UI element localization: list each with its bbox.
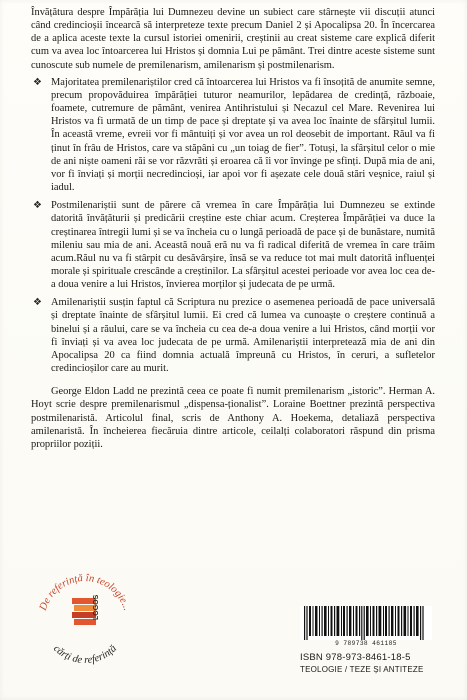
publisher-seal-logo (32, 562, 138, 674)
list-item-premillennialism (31, 76, 435, 194)
back-cover-text (31, 6, 435, 451)
list-item-postmillennialism (31, 199, 435, 291)
isbn-barcode (300, 606, 432, 640)
barcode-digits: 9 789738 461185 (335, 640, 397, 647)
isbn-number: ISBN 978-973-8461-18-5 (300, 652, 411, 663)
intro-paragraph: Învățătura despre Împărăția lui Dumnezeu devine un subiect care stârnește vii discuții atunci când credincioșii încearcă să interpreteze texte precum Daniel 2 și Apocalipsa 20. În încercarea de a aplica aceste texte la cursul istoriei omenirii, creștinii au creat sisteme care explică diferit cum va avea loc întoarcerea lui Hristos și domnia Lui pe pământ. Trei dintre aceste sisteme sunt cunoscute sub numele de premilenarism, amilenarism și postmilenarism. (31, 7, 435, 71)
cross-bullet-icon: ❖ (33, 76, 42, 88)
svg-text:LOGOS: LOGOS (93, 594, 100, 620)
cross-bullet-icon: ❖ (33, 297, 42, 309)
postmillennialism-text: Postmilenariștii sunt de părere că vremea în care Împărăția lui Dumnezeu se extinde datorită învățăturii și predicării creștine este chiar acum. Creșterea Împărăției va duce la creștinarea întregii lumi și se va încheia cu o lungă perioadă de pace și de bunăstare, numită mileniu sau mia de ani. Această nouă eră nu va fi radical diferită de vremea în care trăim acum.Răul nu va fi stârpit cu desăvârșire, însă se va reduce tot mai mult datorită influenței morale și spirituale crescânde a creștinilor. La sfârșitul acestei perioade vor avea loc cea de-a doua venire a lui Hristos, învierea morților și judecata de pe urmă. (51, 200, 435, 291)
svg-text:cărți de referință: cărți de referință (51, 643, 119, 667)
amillennialism-text: Amilenariștii susțin faptul că Scriptura nu prezice o asemenea perioadă de pace universală și dreptate înainte de sfârșitul lumii. Ei cred că lumea va cunoaște o creștere continuă a binelui și a răului, care se va încheia cu cea de-a doua venire a lui Hristos, când morții vor fi înviați și va avea loc judecata de pe urmă. Amilenariștii interpretează mia de ani din Apocalipsa 20 ca fiind domnia actuală împreună cu Hristos, în ceruri, a sufletelor credincioșilor care au murit. (51, 297, 435, 375)
positions-list (31, 76, 435, 375)
svg-text:De referință în teologie...: De referință în teologie... (37, 572, 133, 613)
premillennialism-text: Majoritatea premilenariștilor cred că întoarcerea lui Hristos va fi însoțită de anumite semne, precum propovăduirea împărăției tuturor neamurilor, lepădarea de credință, războaie, foamete, cutremure de pământ, venirea Antihristului și Necazul cel Mare. Revenirea lui Hristos va fi urmată de un timp de pace și dreptate și va avea loc înainte de sfârșitul lumii. În această vreme, evreii vor fi mântuiți și vor avea un rol deosebit de important. Răul va fi ținut în frâu de Hristos, care va stăpâni cu „un toiag de fier”. Totuși, la sfârșitul celor o mie de ani niște oameni răi se vor răzvrăti și eroarea că îi vor învinge pe sfinți. După mia de ani, vor fi înviați și morții necredincioși, iar apoi vor fi așezate cele două stări veșnice, raiul și iadul. (51, 76, 435, 194)
book-category: TEOLOGIE / TEZE ȘI ANTITEZE (300, 665, 424, 674)
cross-bullet-icon: ❖ (33, 200, 42, 212)
outro-paragraph: George Eldon Ladd ne prezintă ceea ce poate fi numit premilenarism „istoric”. Herman A. Hoyt scrie despre premilenarismul „dispensa-ționalist”. Loraine Boettner prezintă perspectiva postmilenaristă. Articolul final, scris de Anthony A. Hoekema, detaliază perspectiva amilenaristă. În încheierea fiecăruia dintre articole, ceilalți colaboratori răspund din prisma propriilor poziții. (31, 386, 435, 450)
list-item-amillennialism (31, 296, 435, 375)
